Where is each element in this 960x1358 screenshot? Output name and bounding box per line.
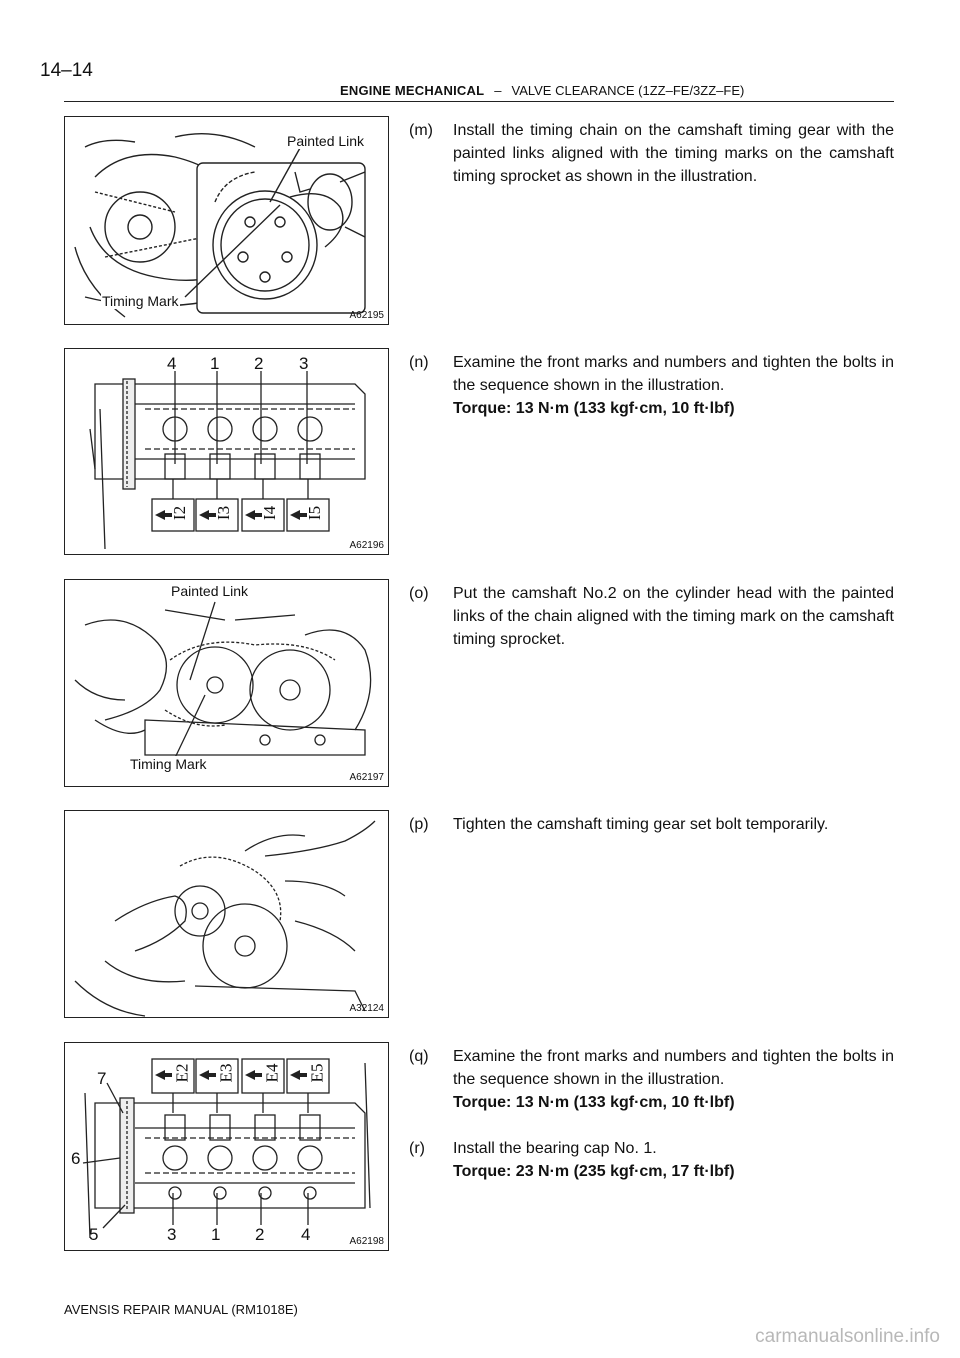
step-text: Install the bearing cap No. 1. [453, 1140, 657, 1157]
bolt-order-number: 6 [71, 1149, 81, 1168]
step-letter: (o) [409, 585, 429, 602]
step-letter: (r) [409, 1140, 425, 1157]
manual-footer: AVENSIS REPAIR MANUAL (RM1018E) [64, 1302, 298, 1317]
label-painted-link: Painted Link [287, 133, 365, 149]
torque-spec: Torque: 23 N·m (235 kgf·cm, 17 ft·lbf) [453, 1163, 735, 1180]
bolt-order-number: 3 [299, 354, 309, 373]
bolt-order-number: 5 [89, 1225, 99, 1244]
step-text: Tighten the camshaft timing gear set bolt temporarily. [453, 816, 829, 833]
step-r [409, 1137, 894, 1183]
step-text: Examine the front marks and numbers and tighten the bolts in the sequence shown in the illustration. [453, 1048, 894, 1088]
step-m [409, 119, 894, 188]
section-header [340, 83, 744, 98]
figure-gear-set-bolt [64, 810, 389, 1018]
step-text: Install the timing chain on the camshaft timing gear with the painted links aligned with the timing marks on the camshaft timing sprocket as shown in the illustration. [453, 122, 894, 185]
bolt-order-number: 4 [301, 1225, 311, 1244]
figure-code: A62196 [349, 540, 384, 551]
figure-exhaust-bolt-sequence [64, 1042, 389, 1251]
cap-mark: I3 [214, 505, 234, 521]
figure-code: A62197 [349, 772, 384, 783]
bolt-order-number: 3 [167, 1225, 177, 1244]
bolt-order-number: 2 [255, 1225, 265, 1244]
label-timing-mark: Timing Mark [130, 756, 207, 772]
figure-code: A32124 [349, 1003, 384, 1014]
torque-spec: Torque: 13 N·m (133 kgf·cm, 10 ft·lbf) [453, 1094, 735, 1111]
figure-intake-bolt-sequence [64, 348, 389, 555]
step-n [409, 351, 894, 420]
cap-mark: I2 [170, 505, 190, 521]
step-text: Examine the front marks and numbers and tighten the bolts in the sequence shown in the illustration. [453, 354, 894, 394]
cap-mark: E4 [262, 1063, 282, 1083]
cap-mark: I4 [260, 505, 280, 521]
figure-code: A62195 [349, 310, 384, 321]
bolt-order-number: 1 [211, 1225, 221, 1244]
header-rule [64, 101, 894, 102]
torque-spec: Torque: 13 N·m (133 kgf·cm, 10 ft·lbf) [453, 400, 735, 417]
step-p [409, 813, 894, 836]
bolt-order-number: 7 [97, 1069, 107, 1088]
step-letter: (n) [409, 354, 429, 371]
section-title: ENGINE MECHANICAL [340, 83, 485, 98]
cap-mark: E5 [307, 1063, 327, 1083]
bolt-order-number: 4 [167, 354, 177, 373]
label-painted-link: Painted Link [171, 583, 249, 599]
header-separator: – [494, 83, 502, 98]
page-number: 14–14 [40, 60, 93, 81]
watermark: carmanualsonline.info [755, 1326, 940, 1347]
cap-mark: I5 [305, 505, 325, 521]
step-text: Put the camshaft No.2 on the cylinder head with the painted links of the chain aligned with the timing mark on the camshaft timing sprocket. [453, 585, 894, 648]
step-letter: (q) [409, 1048, 429, 1065]
step-letter: (p) [409, 816, 429, 833]
intake-camshaft-caps-illustration [65, 349, 388, 554]
gear-set-bolt-illustration [65, 811, 388, 1017]
camshaft-no2-illustration [65, 580, 388, 786]
bolt-order-number: 2 [254, 354, 264, 373]
step-letter: (m) [409, 122, 433, 139]
label-timing-mark: Timing Mark [102, 293, 179, 309]
subsection-title: VALVE CLEARANCE (1ZZ–FE/3ZZ–FE) [511, 83, 745, 98]
figure-code: A62198 [349, 1236, 384, 1247]
step-q [409, 1045, 894, 1114]
figure-timing-chain-install [64, 116, 389, 325]
cap-mark: E3 [216, 1063, 236, 1083]
step-o [409, 582, 894, 651]
figure-camshaft-no2-placement [64, 579, 389, 787]
bolt-order-number: 1 [210, 354, 220, 373]
cap-mark: E2 [172, 1063, 192, 1083]
